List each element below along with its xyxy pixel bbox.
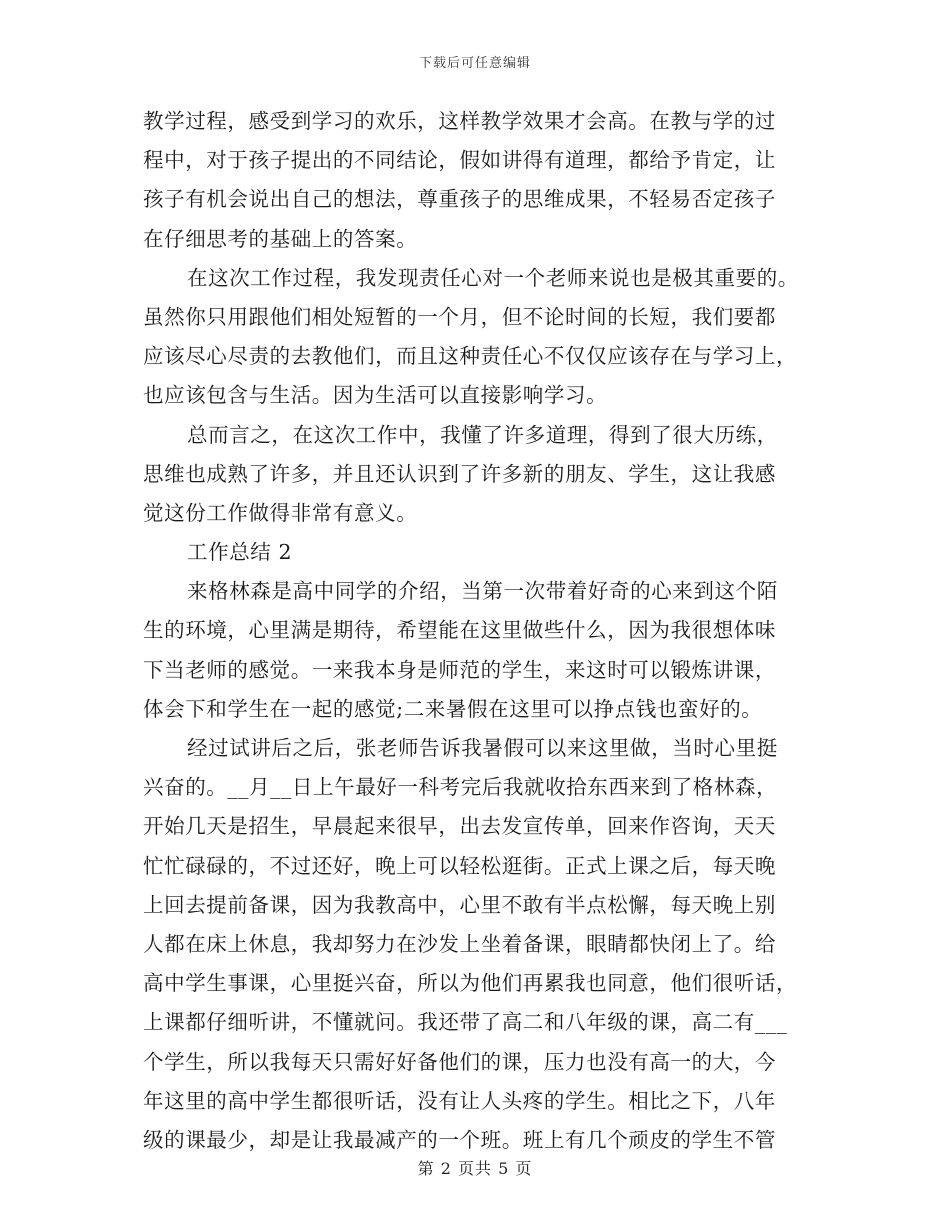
body-line: 生的环境，心里满是期待，希望能在这里做些什么，因为我很想体味 [143,618,776,643]
body-line: 下当老师的感觉。一来我本身是师范的学生，来这时可以锻炼讲课， [143,657,776,682]
document-body [143,102,808,1160]
body-line: 虽然你只用跟他们相处短暂的一个月，但不论时间的长短，我们要都 [143,304,776,329]
body-line: 个学生，所以我每天只需好好备他们的课，压力也没有高一的大，今 [143,1049,776,1074]
page-header: 下载后可任意编辑 [418,56,531,71]
body-line: 人都在床上休息，我却努力在沙发上坐着备课，眼睛都快闭上了。给 [143,931,776,956]
body-line: 高中学生事课，心里挺兴奋，所以为他们再累我也同意，他们很听话， [143,971,798,996]
section-heading: 工作总结 2 [187,540,293,565]
body-line: 兴奋的。__月__日上午最好一科考完后我就收拾东西来到了格林森， [143,775,778,800]
body-line: 孩子有机会说出自己的想法，尊重孩子的思维成果，不轻易否定孩子 [143,187,776,212]
body-line: 应该尽心尽责的去教他们，而且这种责任心不仅仅应该存在与学习上， [143,344,798,369]
body-line: 开始几天是招生，早晨起来很早，出去发宣传单，回来作咨询，天天 [143,814,776,839]
body-line: 忙忙碌碌的，不过还好，晚上可以轻松逛街。正式上课之后，每天晚 [143,853,776,878]
body-line: 总而言之，在这次工作中，我懂了许多道理，得到了很大历练， [187,422,778,447]
body-line: 教学过程，感受到学习的欢乐，这样教学效果才会高。在教与学的过 [143,109,776,133]
body-line: 在仔细思考的基础上的答案。 [143,226,418,251]
body-line: 上回去提前备课，因为我教高中，心里不敢有半点松懈，每天晚上别 [143,892,776,917]
body-line: 思维也成熟了许多，并且还认识到了许多新的朋友、学生，这让我感 [143,461,776,486]
page-footer: 第 2 页共 5 页 [417,1159,533,1178]
body-line: 程中，对于孩子提出的不同结论，假如讲得有道理，都给予肯定，让 [143,148,776,173]
body-line: 觉这份工作做得非常有意义。 [143,500,418,525]
body-line: 来格林森是高中同学的介绍，当第一次带着好奇的心来到这个陌 [187,579,778,604]
body-line: 也应该包含与生活。因为生活可以直接影响学习。 [143,383,608,408]
body-line: 上课都仔细听讲，不懂就问。我还带了高二和八年级的课，高二有___ [143,1010,788,1035]
body-line: 体会下和学生在一起的感觉;二来暑假在这里可以挣点钱也蛮好的。 [143,696,763,721]
body-line: 级的课最少，却是让我最减产的一个班。班上有几个顽皮的学生不管 [143,1127,776,1152]
body-line: 经过试讲后之后，张老师告诉我暑假可以来这里做，当时心里挺 [187,736,778,760]
body-line: 在这次工作过程，我发现责任心对一个老师来说也是极其重要的。 [187,265,799,290]
body-line: 年这里的高中学生都很听话，没有让人头疼的学生。相比之下，八年 [143,1088,776,1113]
